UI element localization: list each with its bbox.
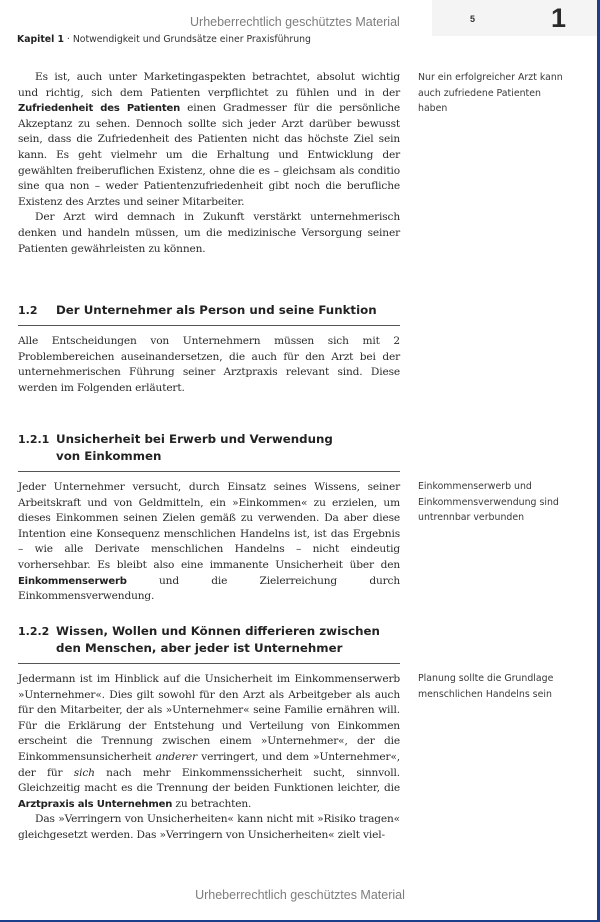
text-run: zu betrachten. — [172, 797, 252, 810]
section-1-2-2-paragraph-2: Das »Verringern von Unsicherheiten« kann nicht mit »Risiko tragen« gleichgesetzt werden. Das »Verringern von Unsicherheiten« zielt viel- — [18, 813, 400, 841]
page-number: 5 — [470, 14, 476, 24]
section-1-2-1 — [18, 431, 400, 605]
margin-note-1-2-2: Planung sollte die Grundlage menschlichen Handelns sein — [418, 673, 554, 700]
margin-note-intro: Nur ein erfolgreicher Arzt kann auch zufriedene Patienten haben — [418, 72, 563, 114]
section-heading-1-2-1 — [18, 431, 400, 472]
section-1-2-paragraph: Alle Entscheidungen von Unternehmern müssen sich mit 2 Problembereichen auseinandersetzen, die auch für den Arzt bei der unternehmerischen Führung seiner Arztpraxis relevant sind. Diese werden im Folgenden erläutert. — [18, 335, 400, 394]
text-run: Es ist, auch unter Marketingaspekten betrachtet, absolut wichtig und richtig, sich dem Patienten verpflichtet zu fühlen und in der — [18, 71, 400, 99]
running-head-separator: · — [63, 34, 73, 45]
intro-block — [18, 70, 400, 257]
bold-term: Einkommenserwerb — [18, 575, 127, 587]
section-heading-1-2-2 — [18, 623, 400, 664]
section-number: 1.2.1 — [18, 433, 50, 446]
section-title — [56, 431, 333, 465]
text-run: verringert, und dem »Unternehmer«, der für — [18, 750, 400, 779]
section-1-2-2-paragraph-1 — [18, 672, 400, 812]
watermark-bottom: Urheberrechtlich geschütztes Material — [195, 888, 405, 902]
text-run: Jedermann ist im Hinblick auf die Unsicherheit im Einkommenserwerb »Unternehmer«. Dies gilt sowohl für den Arzt als Arbeitgeber als auch für den Mitarbeiter, der als »Unternehmer« seine Familie ernähren will. Für die Erklärung der Entstehung und Verteilung von Einkommen erscheint die Trennung zwischen einem »Unternehmer«, der die Einkommensunsicherheit — [18, 673, 400, 763]
intro-paragraph-1 — [18, 70, 400, 210]
title-line-1: Unsicherheit bei Erwerb und Verwendung — [56, 432, 333, 446]
section-1-2-2 — [18, 623, 400, 844]
italic-term: anderer — [155, 750, 198, 763]
text-run: und die Zielerreichung durch Einkommensverwendung. — [18, 574, 400, 603]
text-run: Jeder Unternehmer versucht, durch Einsatz seines Wissens, seiner Arbeitskraft und von Geldmitteln, ein »Einkommen« zu erzielen, um dieses Einkommen seinen Zielen gemäß zu verwenden. Da aber diese Intention eine Konsequenz menschlichen Handelns ist, ist das Ergebnis – wie alle Derivate menschlichen Handelns – nicht eindeutig vorhersehbar. Es bleibt also eine immanente Unsicherheit über den — [18, 481, 400, 571]
running-head-title: Notwendigkeit und Grundsätze einer Praxisführung — [72, 34, 311, 45]
watermark-top: Urheberrechtlich geschütztes Material — [190, 15, 400, 29]
text-run: nach mehr Einkommenssicherheit sucht, sinnvoll. Gleichzeitig macht es die Trennung der beiden Funktionen leichter, die — [18, 766, 400, 795]
italic-term: sich — [73, 766, 95, 779]
bold-term: Arztpraxis als Unternehmen — [18, 798, 173, 810]
section-title — [56, 623, 380, 657]
section-number: 1.2.2 — [18, 625, 50, 638]
section-number: 1.2 — [18, 304, 38, 317]
title-line-2: den Menschen, aber jeder ist Unternehmer — [56, 641, 343, 655]
section-1-2 — [18, 302, 400, 396]
section-heading-1-2 — [18, 302, 400, 326]
margin-note-1-2-1: Einkommenserwerb und Einkommensverwendung sind untrennbar verbunden — [418, 481, 559, 523]
chapter-number: 1 — [551, 3, 567, 33]
intro-paragraph-2: Der Arzt wird demnach in Zukunft verstärkt unternehmerisch denken und handeln müssen, um die medizinische Versorgung seiner Patienten gewährleisten zu können. — [18, 211, 400, 255]
running-head-chapter: Kapitel 1 — [17, 34, 64, 45]
bold-term: Zufriedenheit des Patienten — [18, 103, 181, 115]
running-head — [17, 34, 311, 45]
section-1-2-1-paragraph — [18, 480, 400, 605]
section-title: Der Unternehmer als Person und seine Funktion — [56, 303, 377, 317]
text-run: einen Gradmesser für die persönliche Akzeptanz zu sehen. Dennoch sollte sich jeder Arzt darüber bewusst sein, dass die Zufriedenheit des Patienten nicht das höchste Ziel sein kann. Es geht vielmehr um die Erhaltung und Entwicklung der gewählten freiberuflichen Existenz, ohne die es – gleichsam als conditio sine qua non – weder Patientenzufriedenheit gibt noch die berufliche Existenz des Arztes und seiner Mitarbeiter. — [18, 102, 401, 208]
title-line-2: von Einkommen — [56, 449, 162, 463]
title-line-1: Wissen, Wollen und Können differieren zwischen — [56, 624, 380, 638]
